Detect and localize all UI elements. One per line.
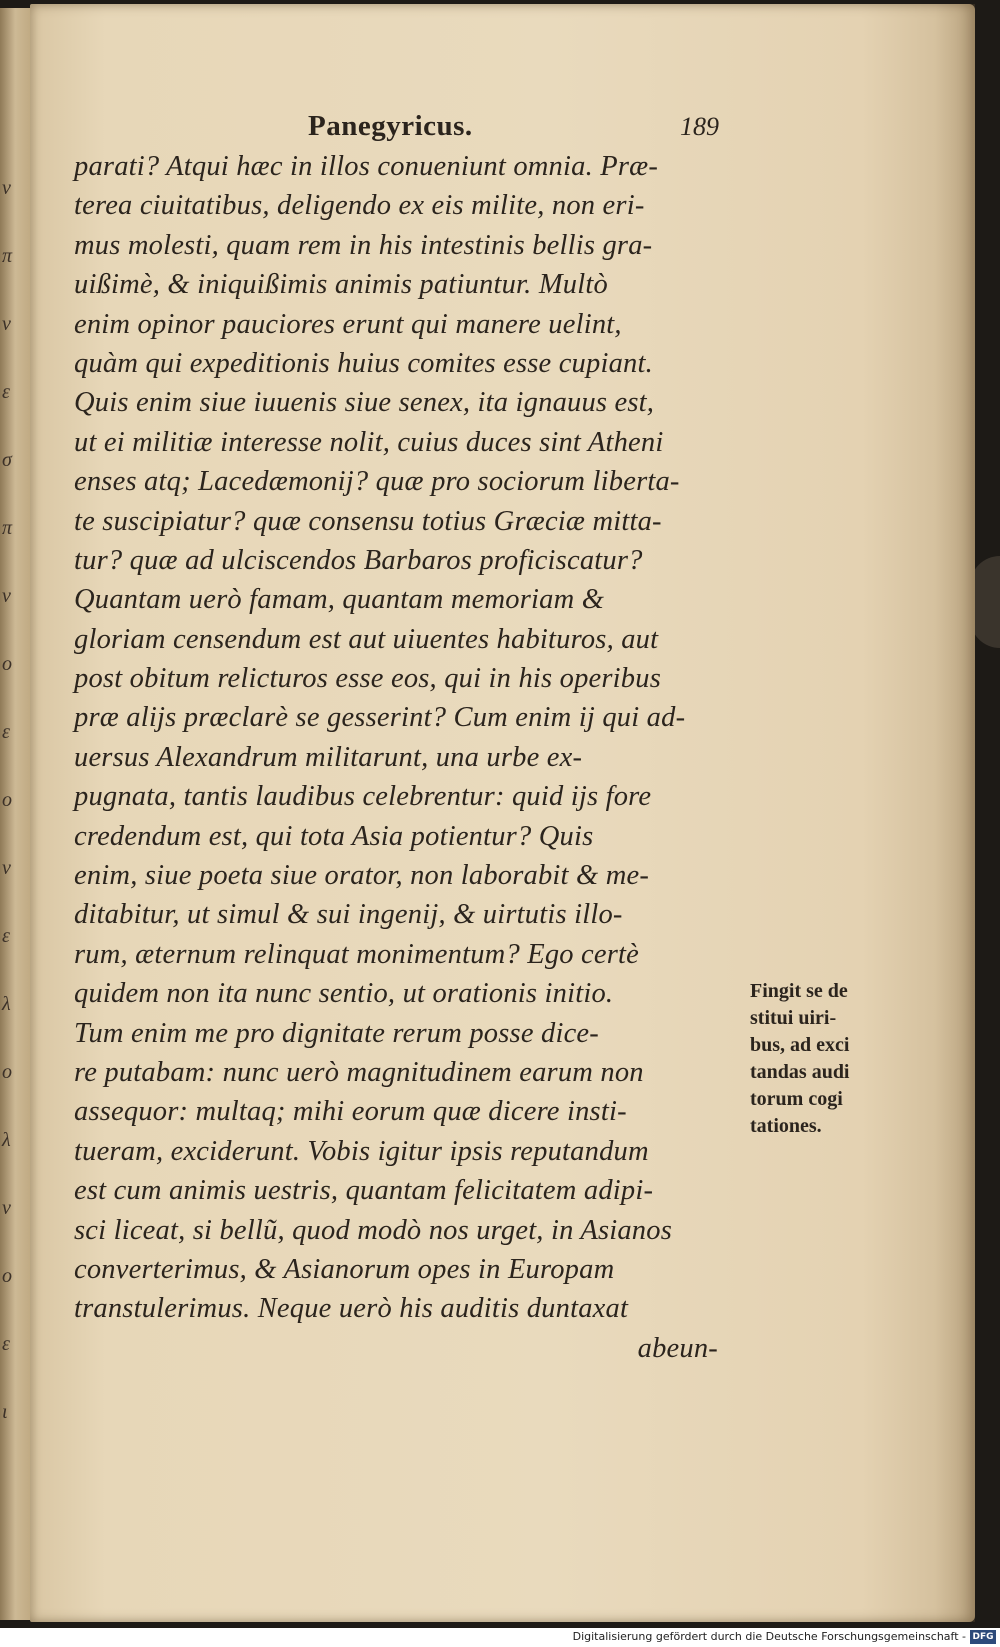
text-line: Quantam uerò famam, quantam memoriam & <box>74 584 605 616</box>
marginal-note-line: bus, ad exci <box>750 1034 850 1056</box>
book-page <box>30 4 975 1622</box>
text-line: ut ei militiæ interesse nolit, cuius duces sint Atheni <box>74 426 664 458</box>
facing-page-glyph: ν <box>2 585 11 607</box>
text-line: rum, æternum relinquat monimentum? Ego certè <box>74 938 640 970</box>
facing-page-glyph: ο <box>2 789 12 811</box>
page-edge-shadow <box>935 4 975 1622</box>
text-line: tueram, exciderunt. Vobis igitur ipsis reputandum <box>74 1135 649 1167</box>
text-line: te suscipiatur? quæ consensu totius Græciæ mitta- <box>74 505 662 537</box>
facing-page-glyph: λ <box>2 993 11 1015</box>
text-line: post obitum relicturos esse eos, qui in his operibus <box>74 663 661 695</box>
text-line: re putabam: nunc uerò magnitudinem earum non <box>74 1056 644 1088</box>
text-line: est cum animis uestris, quantam felicitatem adipi- <box>74 1175 654 1207</box>
text-line: enses atq; Lacedæmonij? quæ pro sociorum liberta- <box>74 466 680 498</box>
facing-page-glyph: ν <box>2 313 11 335</box>
facing-page-glyph: ι <box>2 1401 8 1423</box>
text-line: Quis enim siue iuuenis siue senex, ita ignauus est, <box>74 387 655 419</box>
facing-page-glyph: σ <box>2 449 12 471</box>
facing-page-glyph: π <box>2 245 13 267</box>
text-line: uißimè, & iniquißimis animis patiuntur. Multò <box>74 269 608 301</box>
facing-page-glyph: ν <box>2 857 11 879</box>
text-line: gloriam censendum est aut uiuentes habituros, aut <box>74 623 659 655</box>
footer-bar <box>0 1628 1000 1647</box>
text-line: mus molesti, quam rem in his intestinis bellis gra- <box>74 229 653 261</box>
facing-page-glyph: ε <box>2 925 10 947</box>
dfg-logo: DFG <box>970 1630 996 1644</box>
facing-page-glyph: ε <box>2 721 10 743</box>
marginal-note-line: stitui uiri- <box>750 1007 837 1029</box>
facing-page-glyph: ο <box>2 1061 12 1083</box>
text-line: enim, siue poeta siue orator, non laborabit & me- <box>74 860 650 892</box>
marginal-note-line: tationes. <box>750 1115 822 1137</box>
page-number: 189 <box>680 112 719 141</box>
text-line: sci liceat, si bellũ, quod modò nos urget, in Asianos <box>74 1214 672 1246</box>
facing-page-glyph: π <box>2 517 13 539</box>
text-line: ditabitur, ut simul & sui ingenij, & uirtutis illo- <box>74 899 623 931</box>
text-line: tur? quæ ad ulciscendos Barbaros proficiscatur? <box>74 544 643 576</box>
facing-page-glyph: ν <box>2 1197 11 1219</box>
text-line: parati? Atqui hæc in illos conueniunt omnia. Præ- <box>74 151 659 182</box>
facing-page-glyph: ο <box>2 653 12 675</box>
facing-page-glyph: ν <box>2 177 11 199</box>
marginal-note <box>750 978 880 1140</box>
body-text <box>74 147 726 1368</box>
text-line: credendum est, qui tota Asia potientur? Quis <box>74 820 594 852</box>
text-line: uersus Alexandrum militarunt, una urbe ex- <box>74 741 583 773</box>
text-line: præ alijs præclarè se gesserint? Cum enim ij qui ad- <box>74 702 686 734</box>
footer-credit: Digitalisierung gefördert durch die Deutsche Forschungsgemeinschaft - <box>572 1630 966 1643</box>
page-title: Panegyricus. <box>308 110 473 142</box>
marginal-note-line: Fingit se de <box>750 980 848 1002</box>
text-line: enim opinor pauciores erunt qui manere uelint, <box>74 308 622 340</box>
text-line: quidem non ita nunc sentio, ut orationis initio. <box>74 978 614 1010</box>
facing-page-glyph: ο <box>2 1265 12 1287</box>
marginal-note-line: tandas audi <box>750 1061 850 1083</box>
text-line: terea ciuitatibus, deligendo ex eis milite, non eri- <box>74 190 645 222</box>
marginal-note-line: torum cogi <box>750 1088 843 1110</box>
text-line: quàm qui expeditionis huius comites esse cupiant. <box>74 347 653 379</box>
catchword: abeun- <box>637 1332 718 1364</box>
text-line: pugnata, tantis laudibus celebrentur: quid ijs fore <box>74 781 652 813</box>
text-line: Tum enim me pro dignitate rerum posse dice- <box>74 1017 599 1049</box>
text-line: converterimus, & Asianorum opes in Europam <box>74 1253 615 1285</box>
facing-page-glyph: λ <box>2 1129 11 1151</box>
text-line: transtulerimus. Neque uerò his auditis duntaxat <box>74 1293 629 1325</box>
facing-page-glyph: ε <box>2 1333 10 1355</box>
running-header <box>30 110 975 150</box>
facing-page-glyph: ε <box>2 381 10 403</box>
text-line: assequor: multaq; mihi eorum quæ dicere insti- <box>74 1096 627 1128</box>
